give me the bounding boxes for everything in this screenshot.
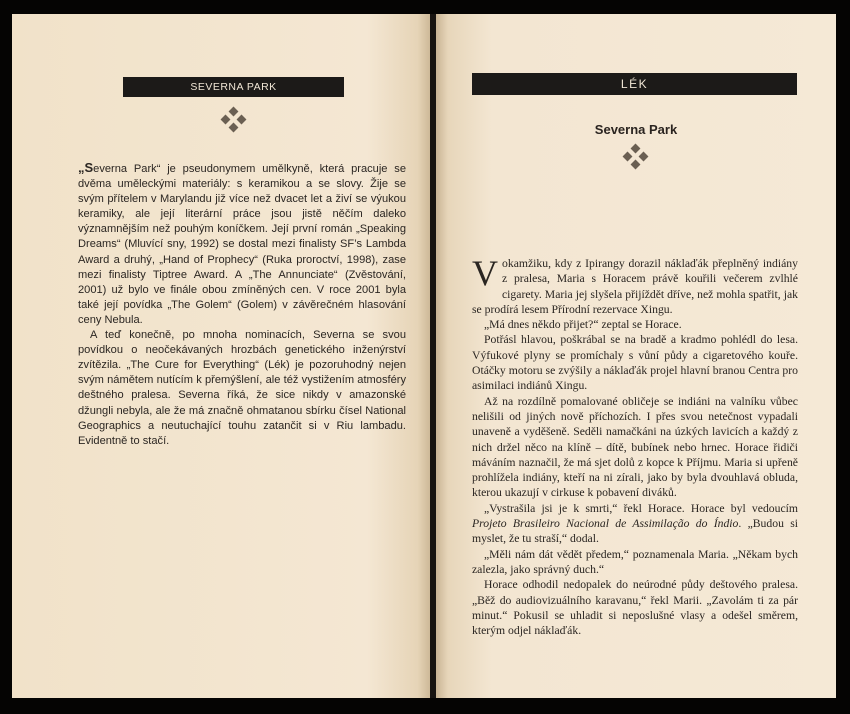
bio-paragraph-1-text: everna Park“ je pseudonymem umělkyně, která pracuje se dvěma uměleckými materiály: s keramikou a se slovy. Žije se svým přítelem v Marylandu již více než dvacet let a živí se výukou keramiky, ale její literární práce jsou jistě něčím daleko významnějším než pouhým koníčkem. Její první román „Speaking Dreams“ (Mluvící sny, 1992) se dostal mezi finalisty SF’s Lambda Award a druhý, „Hand of Prophecy“ (Ruka proroctví, 1998), zase mezi finalisty Tiptree Award. A „The Annunciate“ (Zvěstování, 2001) už bylo ve finále obou zmíněných cen. V roce 2001 byla také její povídka „The Golem“ (Golem) v závěrečném hlasování ceny Nebula. bbox=[78, 163, 406, 326]
story-paragraph-4: Až na rozdílně pomalované obličeje se indiáni na valníku vůbec nelišili od jiných nově příchozích. I přes svou netečnost vypadali unaveně a vyděšeně. Seděli namačkáni na úzkých lavicích a každý z nich držel něco na klíně – dítě, bubínek nebo hrnec. Horace řidiči máváním naznačil, že má sjet dolů z kopce k Příjmu. Maria si upřeně prohlížela indiány, kteří na ni zírali, jako by byla dvouhlavá obluda, kterou ukazují v cirkuse k pobavení diváků. bbox=[472, 394, 798, 500]
story-paragraph-1 bbox=[472, 253, 798, 317]
story-paragraph-5-a: „Vystrašila jsi je k smrti,“ řekl Horace. Horace byl vedoucím bbox=[484, 501, 798, 515]
author-bio bbox=[78, 160, 406, 449]
story-paragraph-7: Horace odhodil nedopalek do neúrodné půdy deštového pralesa. „Běž do audiovizuálního karavanu,“ řekl Marii. „Zavolám ti za pár minut.“ Pokusil se uhladit si neposlušné vlasy a odešel směrem, kterým odjel náklaďák. bbox=[472, 578, 798, 638]
bio-paragraph-1 bbox=[78, 160, 406, 328]
story-paragraph-3: Potřásl hlavou, poškrábal se na bradě a kradmo pohlédl do lesa. Výfukové plyny se promíchaly s vůní půdy a cigaretového kouře. Otáčky motoru se zvýšily a náklaďák projel hlavní branou Centra pro asimilaci indiánů Xingu. bbox=[472, 333, 798, 393]
right-page bbox=[436, 14, 836, 698]
bio-paragraph-2: A teď konečně, po mnoha nominacích, Severna se svou povídkou o neočekávaných hrozbách genetického inženýrství zvítězila. „The Cure for Everything“ (Lék) je pozoruhodný nejen svým námětem nutícím k přemýšlení, ale též vystižením atmosféry deštného pralesa. Severna říká, že sice nikdy v amazonské džungli nebyla, ale že má značně ohmatanou sbírku čísel National Geographics a neutuchající touhu zatančit si v Riu lambadu. Evidentně to stačí. bbox=[78, 329, 406, 447]
story-author: Severna Park bbox=[594, 122, 678, 137]
drop-cap: V bbox=[472, 253, 498, 293]
ornament-diamond-icon bbox=[222, 108, 245, 131]
story-text bbox=[472, 253, 798, 638]
left-page bbox=[12, 14, 430, 698]
story-paragraph-1-text: okamžiku, kdy z Ipirangy dorazil náklaďák přeplněný indiány z pralesa, Maria s Horacem právě kouřili večerem zvlhlé cigarety. Maria jej slyšela přijíždět dříve, než mohla spatřit, jak se prodírá lesem Přírodní rezervace Xingu. bbox=[472, 257, 798, 316]
story-title-bar: LÉK bbox=[472, 73, 797, 95]
ornament-diamond-icon bbox=[624, 145, 647, 168]
project-name: Projeto Brasileiro Nacional de Assimilação do Índio bbox=[472, 517, 739, 531]
bio-initial: „S bbox=[78, 160, 94, 175]
story-paragraph-5-b: . „Budou si myslet, že tu straší,“ dodal. bbox=[472, 517, 798, 546]
story-paragraph-5 bbox=[472, 501, 798, 547]
story-paragraph-6: „Měli nám dát vědět předem,“ poznamenala Maria. „Někam bych zalezla, jako správný duch.“ bbox=[472, 547, 798, 576]
story-paragraph-2: „Má dnes někdo přijet?“ zeptal se Horace. bbox=[484, 318, 682, 332]
author-header-bar: SEVERNA PARK bbox=[123, 77, 344, 97]
